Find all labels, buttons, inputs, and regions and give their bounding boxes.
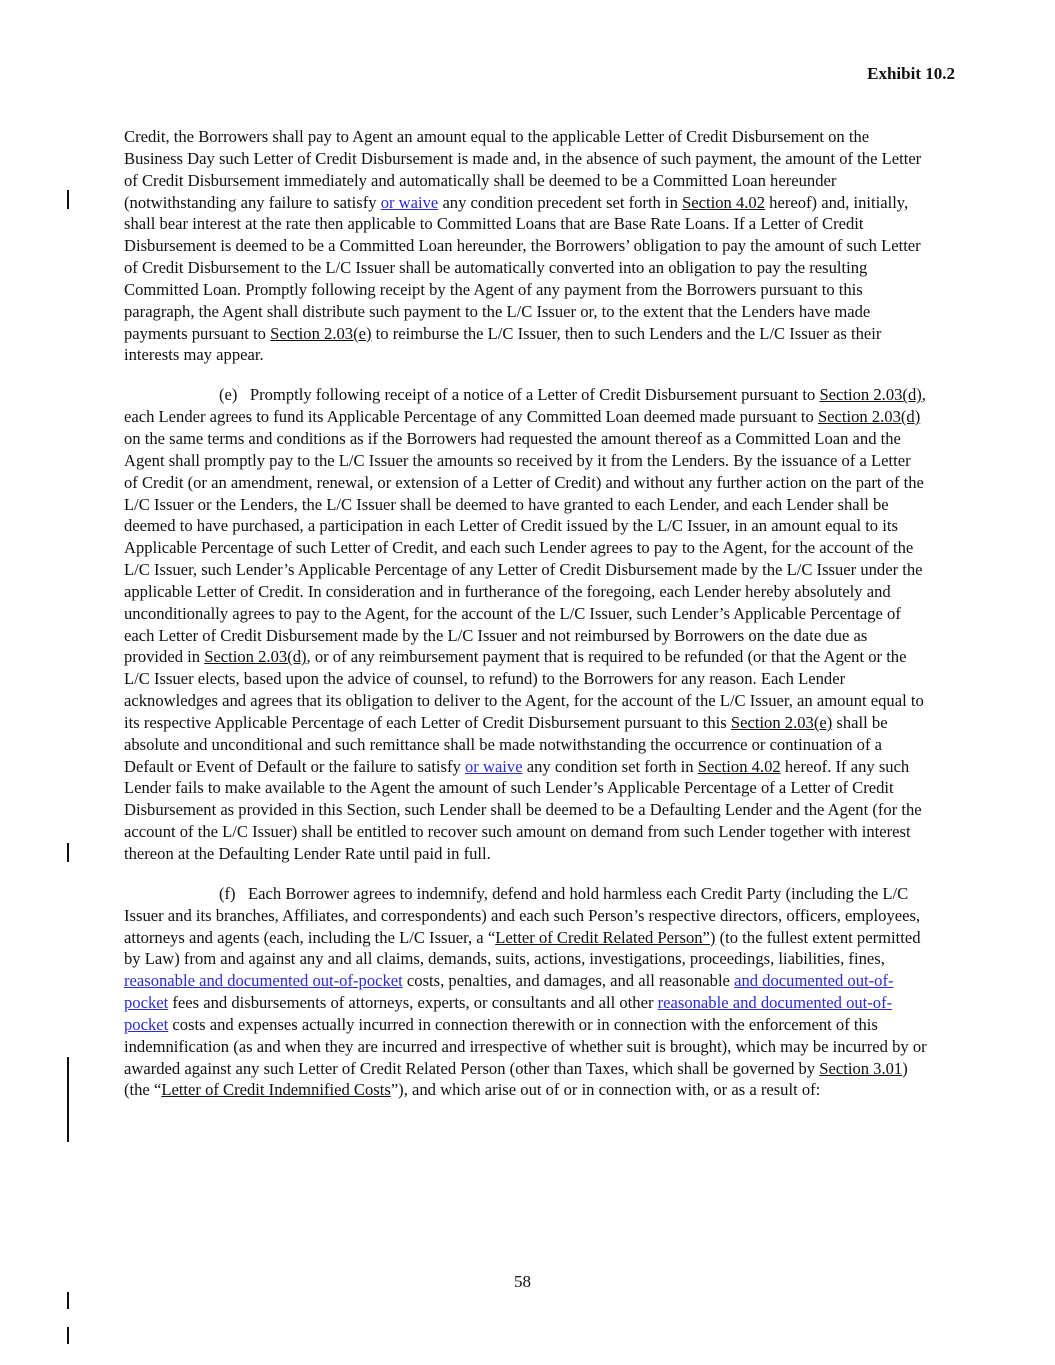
section-reference: Section 2.03(e) xyxy=(270,323,372,343)
paragraph-label: (f) xyxy=(219,883,236,903)
section-reference: Section 4.02 xyxy=(682,192,766,212)
text: , or of any reimbursement payment that is required to be refunded (or that the Agent or the L/C Issuer elects, based upon the advice of counsel, to refund) to the Borrowers for any reason. Each Lender acknowledges and agrees that its obligation to deliver to the Agent, for the account of the L/C Issuer, an amount equal to its respective Applicable Percentage of each Letter of Credit Disbursement pursuant to this xyxy=(124,647,924,732)
text: ) (the “ xyxy=(124,1058,908,1100)
page-number: 58 xyxy=(514,1272,531,1291)
text: , each Lender agrees to fund its Applicable Percentage of any Committed Loan deemed made pursuant to xyxy=(124,385,926,427)
change-bar xyxy=(67,843,69,862)
text: Promptly following receipt of a notice of a Letter of Credit Disbursement pursuant to xyxy=(249,385,820,405)
revision-link[interactable]: and documented out-of-pocket xyxy=(124,971,894,1013)
section-reference: Section 2.03(d) xyxy=(204,647,307,667)
section-reference: Section 2.03(d) xyxy=(819,385,922,405)
text: Each Borrower agrees to indemnify, defend and hold harmless each Credit Party (including the L/C Issuer and its branches, Affiliates, and correspondents) and each such Person’s respective directors, officers, employees, attorneys and agents (each, including the L/C Issuer, a “ xyxy=(124,883,921,947)
document-body xyxy=(124,126,928,1119)
revision-link[interactable]: reasonable and documented out-of-pocket xyxy=(124,993,893,1034)
text: Credit, the Borrowers shall pay to Agent an amount equal to the applicable Letter of Credit Disbursement on the Business Day such Letter of Credit Disbursement is made and, in the absence of such payment, the amount of the Letter of Credit Disbursement immediately and automatically shall be deemed to be a Committed Loan hereunder (notwithstanding any failure to satisfy xyxy=(124,127,922,212)
text: costs and expenses actually incurred in connection therewith or in connection with the enforcement of this indemnification (as and when they are incurred and irrespective of whether suit is brought), which may be incurred by or awarded against any such Letter of Credit Related Person (other than Taxes, which shall be governed by xyxy=(124,1014,927,1078)
change-bar xyxy=(67,1327,69,1344)
text: (to the fullest extent permitted by Law) from and against any and all claims, demands, suits, actions, investigations, proceedings, liabilities, fines, xyxy=(124,927,921,969)
text: ”), and which arise out of or in connection with, or as a result of: xyxy=(390,1080,821,1100)
section-reference: Section 2.03(e) xyxy=(730,712,833,732)
change-bar xyxy=(67,190,69,209)
paragraph-label: (e) xyxy=(219,385,238,405)
text: any condition set forth in xyxy=(522,756,698,776)
text: any condition precedent set forth in xyxy=(438,192,683,212)
defined-term: Letter of Credit Related Person”) xyxy=(495,927,716,947)
paragraph-e xyxy=(124,384,928,865)
change-bar xyxy=(67,1057,69,1142)
exhibit-label: Exhibit 10.2 xyxy=(867,64,955,83)
paragraph-f xyxy=(124,883,928,1101)
revision-link[interactable]: or waive xyxy=(380,192,439,212)
text: costs, penalties, and damages, and all reasonable xyxy=(402,971,735,991)
paragraph-continuation xyxy=(124,126,928,366)
text: hereof. If any such Lender fails to make available to the Agent the amount of such Lender’s Applicable Percentage of a Letter of Credit Disbursement as provided in this Section, such Lender shall be deemed to be a Defaulting Lender and the Agent (for the account of the L/C Issuer) shall be entitled to recover such amount on demand from such Lender together with interest thereon at the Defaulting Lender Rate until paid in full. xyxy=(124,756,922,863)
text: shall be absolute and unconditional and such remittance shall be made notwithstanding the occurrence or continuation of a Default or Event of Default or the failure to satisfy xyxy=(124,712,888,776)
text: on the same terms and conditions as if the Borrowers had requested the amount thereof as a Committed Loan and the Agent shall promptly pay to the L/C Issuer the amounts so received by it from the Lenders. By the issuance of a Letter of Credit (or an amendment, renewal, or extension of a Letter of Credit) and without any further action on the part of the L/C Issuer or the Lenders, the L/C Issuer shall be deemed to have granted to each Lender, and each Lender shall be deemed to have purchased, a participation in each Letter of Credit issued by the L/C Issuer, in an amount equal to its Applicable Percentage of such Letter of Credit, and each such Lender agrees to pay to the Agent, for the account of the L/C Issuer, such Lender’s Applicable Percentage of any Letter of Credit Disbursement made by the L/C Issuer under the applicable Letter of Credit. In consideration and in furtherance of the foregoing, each Lender hereby absolutely and unconditionally agrees to pay to the Agent, for the account of the L/C Issuer, such Lender’s Applicable Percentage of each Letter of Credit Disbursement made by the L/C Issuer and not reimbursed by Borrowers on the date due as provided in xyxy=(124,428,924,667)
text: fees and disbursements of attorneys, experts, or consultants and all other xyxy=(168,993,658,1013)
section-reference: Section 3.01 xyxy=(819,1058,903,1078)
change-bar xyxy=(67,1292,69,1309)
revision-link[interactable]: or waive xyxy=(464,756,523,776)
section-reference: Section 4.02 xyxy=(697,756,781,776)
section-reference: Section 2.03(d) xyxy=(817,407,921,427)
defined-term: Letter of Credit Indemnified Costs xyxy=(161,1080,391,1100)
revision-link[interactable]: reasonable and documented out-of-pocket xyxy=(124,971,403,991)
text: to reimburse the L/C Issuer, then to such Lenders and the L/C Issuer as their interests may appear. xyxy=(124,323,882,365)
text: hereof) and, initially, shall bear interest at the rate then applicable to Committed Loans that are Base Rate Loans. If a Letter of Credit Disbursement is deemed to be a Committed Loan hereunder, the Borrowers’ obligation to pay the amount of such Letter of Credit Disbursement to the L/C Issuer shall be automatically converted into an obligation to pay the resulting Committed Loan. Promptly following receipt by the Agent of any payment from the Borrowers pursuant to this paragraph, the Agent shall distribute such payment to the L/C Issuer or, to the extent that the Lenders have made payments pursuant to xyxy=(124,192,921,343)
